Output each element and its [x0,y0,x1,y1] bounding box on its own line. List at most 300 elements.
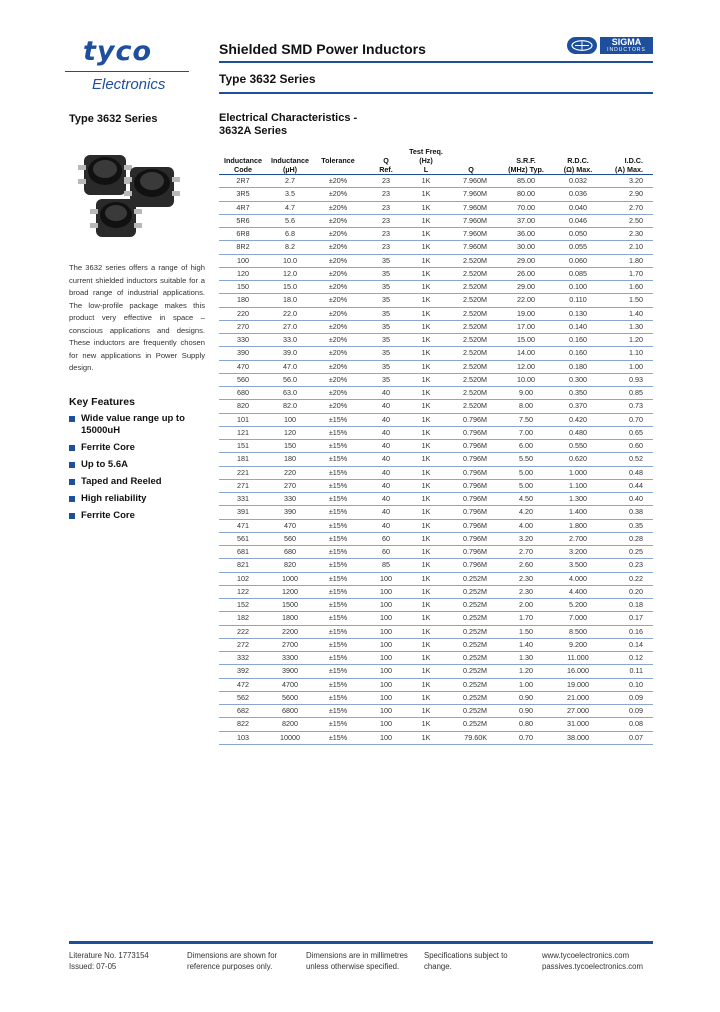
table-cell: 1K [409,188,443,201]
table-cell: 6.8 [267,228,313,241]
table-cell: 6800 [267,705,313,718]
table-cell: 0.055 [553,241,603,254]
table-cell: 1.20 [499,665,553,678]
table-cell: 2.520M [443,387,499,400]
table-cell: 561 [219,532,267,545]
table-cell: 10.0 [267,254,313,267]
table-cell: 0.796M [443,519,499,532]
table-cell: 4700 [267,678,313,691]
square-bullet-icon [69,462,75,468]
table-cell: 1K [409,387,443,400]
table-cell: 330 [267,493,313,506]
table-row [219,320,653,333]
table-cell: ±15% [313,612,363,625]
table-cell: 0.252M [443,691,499,704]
table-cell: 2.520M [443,294,499,307]
table-cell: 7.960M [443,214,499,227]
table-cell: 15.00 [499,334,553,347]
table-cell: 2R7 [219,175,267,188]
table-cell: 1K [409,506,443,519]
table-cell: 0.44 [603,479,653,492]
table-cell: 0.370 [553,400,603,413]
table-cell: 3900 [267,665,313,678]
table-cell: 2.520M [443,334,499,347]
column-header-line: Inductance [271,156,309,165]
table-cell: 330 [219,334,267,347]
column-header [499,147,553,175]
table-cell: 1.100 [553,479,603,492]
table-cell: ±20% [313,347,363,360]
table-cell: 0.40 [603,493,653,506]
table-cell: 29.00 [499,254,553,267]
table-cell: 0.060 [553,254,603,267]
table-cell: 472 [219,678,267,691]
table-cell: 0.17 [603,612,653,625]
table-cell: 19.000 [553,678,603,691]
table-cell: 1000 [267,572,313,585]
table-row [219,599,653,612]
table-cell: 1K [409,546,443,559]
table-cell: 0.70 [499,731,553,744]
table-row [219,546,653,559]
table-cell: 1K [409,281,443,294]
table-cell: 35 [363,347,409,360]
table-cell: 1.40 [499,638,553,651]
table-cell: 4.000 [553,572,603,585]
table-cell: 1.20 [603,334,653,347]
table-cell: 0.180 [553,360,603,373]
table-title [219,112,419,138]
table-cell: 1K [409,294,443,307]
table-cell: 0.796M [443,440,499,453]
column-header [219,147,267,175]
table-cell: 40 [363,426,409,439]
sigma-logo [600,37,653,54]
table-cell: 56.0 [267,373,313,386]
table-cell: 6.00 [499,440,553,453]
table-row [219,466,653,479]
table-cell: 272 [219,638,267,651]
table-cell: 22.00 [499,294,553,307]
table-cell: 180 [267,453,313,466]
column-header [363,147,409,175]
table-cell: 3.200 [553,546,603,559]
table-cell: ±15% [313,585,363,598]
table-row [219,373,653,386]
column-header [313,147,363,175]
specifications-note: Specifications subject to change. [424,951,508,971]
table-cell: 0.550 [553,440,603,453]
table-cell: 1K [409,612,443,625]
key-features-heading: Key Features [69,396,135,408]
table-row [219,175,653,188]
key-feature-item: Up to 5.6A [69,459,209,471]
table-cell: 0.20 [603,585,653,598]
table-cell: ±15% [313,572,363,585]
column-header [603,147,653,175]
table-cell: 0.796M [443,453,499,466]
table-cell: 7.00 [499,426,553,439]
table-cell: 4.20 [499,506,553,519]
table-cell: 2.700 [553,532,603,545]
table-cell: 4.00 [499,519,553,532]
table-cell: ±20% [313,387,363,400]
table-cell: ±20% [313,228,363,241]
table-cell: 2.520M [443,347,499,360]
table-cell: 1K [409,559,443,572]
table-cell: 1K [409,519,443,532]
table-cell: 1K [409,241,443,254]
table-cell: 0.252M [443,718,499,731]
table-cell: 9.200 [553,638,603,651]
table-cell: 1.30 [499,652,553,665]
table-cell: 5.00 [499,466,553,479]
table-cell: 681 [219,546,267,559]
table-cell: 1.30 [603,320,653,333]
table-cell: 100 [363,718,409,731]
table-cell: 36.00 [499,228,553,241]
table-cell: 1K [409,532,443,545]
table-cell: 1K [409,426,443,439]
table-cell: ±15% [313,479,363,492]
table-cell: 8.00 [499,400,553,413]
table-cell: 0.252M [443,652,499,665]
table-cell: ±15% [313,638,363,651]
column-header-line: Ref. [379,165,393,174]
table-cell: 40 [363,400,409,413]
table-cell: 100 [363,731,409,744]
square-bullet-icon [69,513,75,519]
table-row [219,731,653,744]
table-cell: 100 [363,625,409,638]
table-cell: ±15% [313,440,363,453]
table-cell: ±15% [313,519,363,532]
table-header-row [219,147,653,175]
footer-rule [69,941,653,944]
table-cell: 2.520M [443,373,499,386]
table-cell: 270 [219,320,267,333]
table-row [219,691,653,704]
table-cell: ±20% [313,294,363,307]
table-cell: 680 [219,387,267,400]
key-feature-item: Ferrite Core [69,442,209,454]
column-header-line: Code [234,165,252,174]
table-cell: 270 [267,479,313,492]
table-cell: 1.800 [553,519,603,532]
table-row [219,188,653,201]
table-cell: 1K [409,466,443,479]
table-cell: 470 [267,519,313,532]
table-cell: 0.796M [443,413,499,426]
table-cell: 1K [409,267,443,280]
table-cell: 1.000 [553,466,603,479]
table-cell: 60 [363,546,409,559]
table-cell: 82.0 [267,400,313,413]
table-cell: 0.09 [603,691,653,704]
table-cell: 0.28 [603,532,653,545]
table-row [219,652,653,665]
key-feature-item: Ferrite Core [69,510,209,522]
table-cell: 1K [409,678,443,691]
table-cell: 1K [409,360,443,373]
table-cell: 11.000 [553,652,603,665]
table-cell: 40 [363,493,409,506]
table-cell: 820 [219,400,267,413]
header-rule-bottom [219,92,653,94]
table-cell: 0.70 [603,413,653,426]
column-header-line: S.R.F. [516,156,536,165]
table-cell: 1.80 [603,254,653,267]
table-cell: 16.000 [553,665,603,678]
table-row [219,625,653,638]
table-cell: 80.00 [499,188,553,201]
table-cell: 1K [409,254,443,267]
table-cell: 3.20 [603,175,653,188]
table-cell: 6R8 [219,228,267,241]
table-cell: 4.400 [553,585,603,598]
table-cell: 0.14 [603,638,653,651]
table-cell: ±15% [313,625,363,638]
table-cell: 35 [363,267,409,280]
table-cell: 7.960M [443,201,499,214]
inductor-image-3 [90,199,142,237]
table-cell: 0.300 [553,373,603,386]
table-cell: 1K [409,638,443,651]
table-cell: 1.50 [499,625,553,638]
table-cell: 7.50 [499,413,553,426]
table-row [219,307,653,320]
table-cell: ±20% [313,267,363,280]
table-cell: 10000 [267,731,313,744]
table-row [219,228,653,241]
table-cell: 121 [219,426,267,439]
table-cell: ±15% [313,413,363,426]
table-cell: ±15% [313,665,363,678]
table-cell: 29.00 [499,281,553,294]
table-cell: 35 [363,320,409,333]
table-cell: 37.00 [499,214,553,227]
table-cell: 17.00 [499,320,553,333]
table-cell: 1.70 [603,267,653,280]
column-header [409,147,443,175]
table-cell: 100 [363,652,409,665]
table-row [219,506,653,519]
table-cell: 2.520M [443,400,499,413]
table-cell: 102 [219,572,267,585]
table-cell: ±15% [313,705,363,718]
table-cell: 2.520M [443,320,499,333]
table-cell: 1K [409,228,443,241]
column-header-line: (µH) [282,165,298,174]
table-cell: 0.252M [443,665,499,678]
table-cell: 1K [409,652,443,665]
table-cell: 15.0 [267,281,313,294]
table-cell: 7.960M [443,188,499,201]
table-cell: 2.70 [499,546,553,559]
table-cell: 222 [219,625,267,638]
table-cell: ±20% [313,201,363,214]
table-cell: 47.0 [267,360,313,373]
table-cell: 23 [363,175,409,188]
table-cell: 19.00 [499,307,553,320]
table-cell: 4R7 [219,201,267,214]
table-cell: 0.60 [603,440,653,453]
table-cell: 100 [363,665,409,678]
table-cell: ±20% [313,175,363,188]
column-header-line: Tolerance [321,156,355,165]
header-rule-top [219,61,653,63]
square-bullet-icon [69,445,75,451]
table-cell: ±15% [313,678,363,691]
table-cell: 9.00 [499,387,553,400]
table-cell: ±15% [313,599,363,612]
table-cell: 0.07 [603,731,653,744]
table-cell: 5.200 [553,599,603,612]
table-cell: 560 [219,373,267,386]
table-cell: 2.30 [603,228,653,241]
table-row [219,241,653,254]
table-cell: ±20% [313,188,363,201]
table-cell: 2.70 [603,201,653,214]
table-cell: 2700 [267,638,313,651]
table-cell: ±15% [313,718,363,731]
table-cell: 35 [363,373,409,386]
table-cell: 0.796M [443,479,499,492]
table-cell: 1.10 [603,347,653,360]
table-row [219,360,653,373]
table-row [219,334,653,347]
table-cell: 0.252M [443,572,499,585]
key-feature-item: Taped and Reeled [69,476,209,488]
table-cell: 35 [363,360,409,373]
table-cell: 0.032 [553,175,603,188]
table-cell: ±20% [313,320,363,333]
table-cell: 680 [267,546,313,559]
table-row [219,294,653,307]
table-cell: 0.350 [553,387,603,400]
table-cell: 0.796M [443,493,499,506]
table-cell: 2.520M [443,281,499,294]
table-cell: 60 [363,532,409,545]
table-cell: 1.00 [499,678,553,691]
table-cell: 1K [409,453,443,466]
table-cell: 0.25 [603,546,653,559]
tyco-logo: tyco [83,36,153,67]
table-cell: 1K [409,175,443,188]
square-bullet-icon [69,479,75,485]
table-cell: 0.040 [553,201,603,214]
table-cell: 822 [219,718,267,731]
table-cell: 471 [219,519,267,532]
column-header [553,147,603,175]
table-cell: 1K [409,493,443,506]
table-cell: 21.000 [553,691,603,704]
table-row [219,585,653,598]
table-cell: 560 [267,532,313,545]
square-bullet-icon [69,416,75,422]
table-cell: 221 [219,466,267,479]
table-cell: 1.40 [603,307,653,320]
table-cell: 12.0 [267,267,313,280]
table-cell: 63.0 [267,387,313,400]
table-cell: 38.000 [553,731,603,744]
table-cell: 0.09 [603,705,653,718]
table-cell: ±20% [313,241,363,254]
table-cell: 0.80 [499,718,553,731]
table-cell: 100 [363,599,409,612]
column-header-line [443,156,499,165]
table-body [219,175,653,745]
table-cell: 1K [409,572,443,585]
table-cell: 0.252M [443,705,499,718]
table-cell: 40 [363,440,409,453]
table-cell: 0.08 [603,718,653,731]
table-cell: 1.400 [553,506,603,519]
table-row [219,387,653,400]
table-cell: 70.00 [499,201,553,214]
table-cell: 1K [409,691,443,704]
reference-note: Dimensions are shown for reference purposes only. [187,951,278,971]
table-cell: 0.252M [443,638,499,651]
table-cell: ±15% [313,731,363,744]
table-cell: 7.000 [553,612,603,625]
table-cell: 1K [409,413,443,426]
table-row [219,678,653,691]
column-header-line: Q [383,156,389,165]
table-cell: 1K [409,625,443,638]
table-row [219,612,653,625]
table-cell: 26.00 [499,267,553,280]
table-cell: 12.00 [499,360,553,373]
table-cell: 22.0 [267,307,313,320]
table-cell: 1.70 [499,612,553,625]
table-cell: 332 [219,652,267,665]
column-header-line: (A) Max. [615,165,643,174]
table-cell: 0.100 [553,281,603,294]
table-cell: 8R2 [219,241,267,254]
table-row [219,440,653,453]
table-cell: 182 [219,612,267,625]
table-cell: 100 [363,678,409,691]
table-cell: 2.00 [499,599,553,612]
electronics-logo-text: Electronics [92,76,166,93]
table-cell: 1K [409,440,443,453]
column-header [267,147,313,175]
table-cell: 150 [219,281,267,294]
table-cell: 0.22 [603,572,653,585]
table-cell: 152 [219,599,267,612]
column-header [443,147,499,175]
table-cell: 8.500 [553,625,603,638]
table-cell: 100 [363,612,409,625]
product-photo [70,137,182,249]
table-cell: 2.30 [499,572,553,585]
table-title-line2: 3632A Series [219,125,288,137]
table-cell: 2200 [267,625,313,638]
table-row [219,532,653,545]
table-cell: 0.796M [443,532,499,545]
table-cell: 4.50 [499,493,553,506]
website-links[interactable]: www.tycoelectronics.com passives.tycoelectronics.com [542,951,643,971]
table-cell: 392 [219,665,267,678]
literature-number: Literature No. 1773154 Issued: 07-05 [69,951,149,971]
table-cell: 1K [409,334,443,347]
inductor-image-1 [78,155,132,195]
table-row [219,413,653,426]
table-row [219,400,653,413]
table-cell: 3.5 [267,188,313,201]
column-header-line [313,165,363,174]
